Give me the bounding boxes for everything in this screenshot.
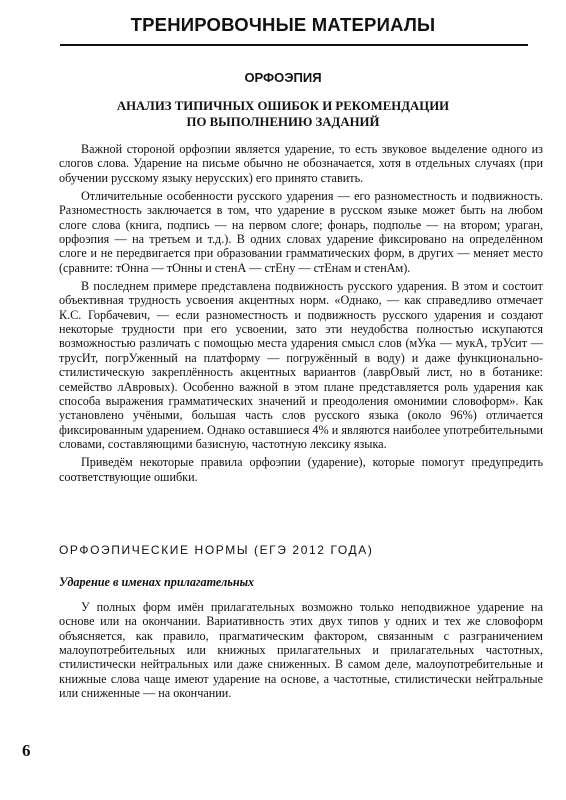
body-text (59, 142, 543, 484)
section-title: ОРФОЭПИЯ (244, 70, 322, 85)
paragraph-stress-features: Отличительные особенности русского ударения — его разноместность и подвижность. Разноместность заключается в том, что ударение в русском языке может быть на любом слоге слова (книга, подпись — на первом слоге; фонарь, подполье — на втором; ураган, орфоэпия — на третьем и т.д.). В одних словах ударение фиксировано на определённом слоге и не передвигается при образовании грамматических форм, в других — меняет место (сравните: тОнна — тОнны и стенА — стЕну — стЕнам и стенАм). (59, 189, 543, 275)
page-header-title: ТРЕНИРОВОЧНЫЕ МАТЕРИАЛЫ (130, 14, 436, 35)
analysis-title-line1: АНАЛИЗ ТИПИЧНЫХ ОШИБОК И РЕКОМЕНДАЦИИ (116, 99, 450, 113)
header-rule (60, 44, 528, 46)
page-number: 6 (22, 741, 31, 760)
ege-section-title: ОРФОЭПИЧЕСКИЕ НОРМЫ (ЕГЭ 2012 ГОДА) (59, 543, 374, 557)
analysis-title-line2: ПО ВЫПОЛНЕНИЮ ЗАДАНИЙ (186, 115, 380, 129)
adjective-stress-subhead: Ударение в именах прилагательных (59, 575, 255, 589)
paragraph-stress-mobility: В последнем примере представлена подвижность русского ударения. В этом и состоит объективная трудность усвоения акцентных норм. «Однако, — как справедливо отмечает К.С. Горбачевич, — если разноместность и подвижность русского ударения и создают некоторые трудности при его усвоении, зато эти неудобства полностью искупаются возможностью различать с помощью места ударения смысл слов (мУка — мукА, трУсит — трусИт, погрУженный на платформу — погружённый в воду) и даже функционально-стилистическую закреплённость акцентных вариантов (лаврОвый лист, но в ботанике: семейство лАвровых). Особенно важной в этом плане представляется роль ударения как способа выражения грамматических значений и преодоления омонимии словоформ». Как установлено учёными, большая часть слов русского языка (около 96%) отличается фиксированным ударением. Однако оставшиеся 4% и являются наиболее употребительными словами, составляющими базисную, частотную лексику языка. (59, 279, 543, 451)
paragraph-rules-intro: Приведём некоторые правила орфоэпии (ударение), которые помогут предупредить соответствующие ошибки. (59, 455, 543, 484)
paragraph-stress-definition: Важной стороной орфоэпии является ударение, то есть звуковое выделение одного из слогов слова. Ударение на письме обычно не обозначается, хотя в отдельных случаях (при обучении русскому языку нерусских) его принято ставить. (59, 142, 543, 185)
body-text-adjectives (59, 600, 543, 700)
paragraph-adjective-stress: У полных форм имён прилагательных возможно только неподвижное ударение на основе или на окончании. Вариативность этих двух типов у одних и тех же словоформ объясняется, как правило, прагматическим фактором, связанным с разграничением малоупотребительных или книжных прилагательных и прилагательных частотных, стилистически нейтральных или даже сниженных. В самом деле, малоупотребительные и книжные слова чаще имеют ударение на основе, а частотные, стилистически нейтральные или сниженные — на окончании. (59, 600, 543, 701)
analysis-title (90, 98, 476, 130)
